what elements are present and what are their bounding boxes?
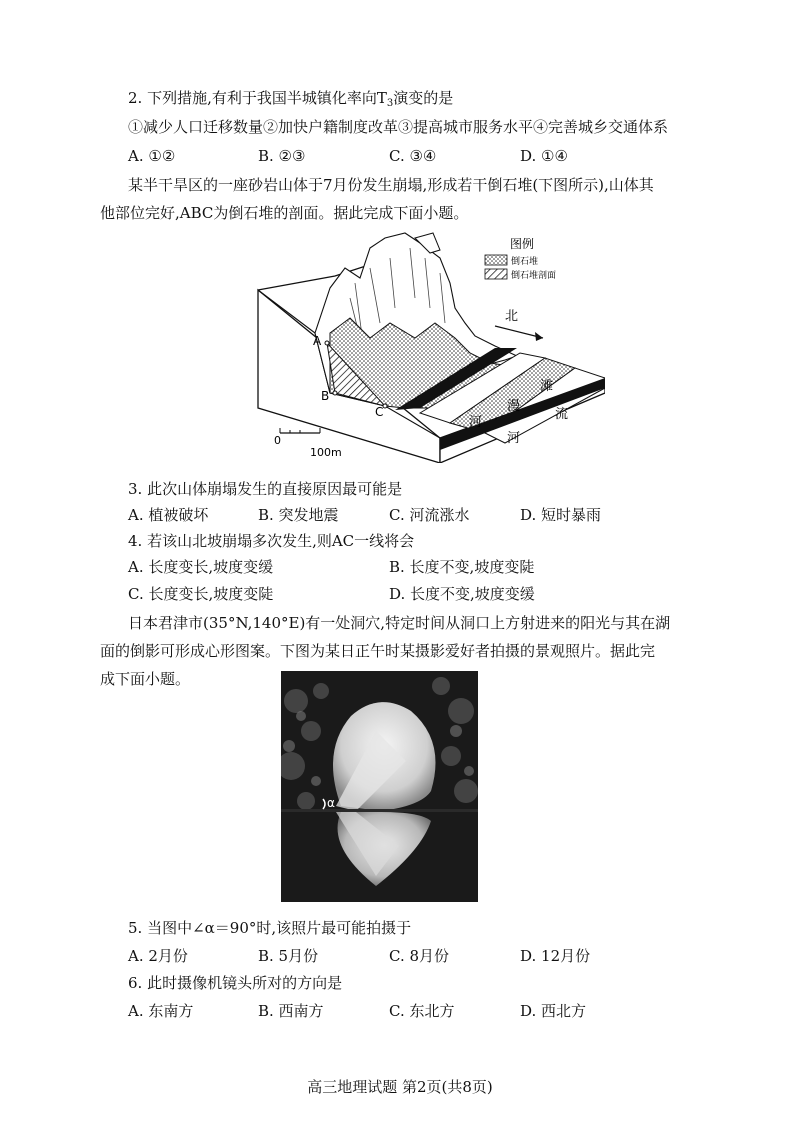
- q3-option-c: C. 河流涨水: [389, 506, 470, 524]
- legend-item-talus: 倒石堆: [511, 257, 539, 267]
- label-floodplain-2: 滩: [540, 379, 554, 394]
- label-river-1: 河: [469, 415, 483, 430]
- north-label: 北: [505, 309, 519, 324]
- q5-option-b: B. 5月份: [258, 947, 319, 965]
- q2-stem-tail: 演变的是: [393, 89, 454, 107]
- q6-stem: 6. 此时摄像机镜头所对的方向是: [128, 974, 343, 992]
- label-floodplain-1: 漫: [507, 399, 521, 414]
- q2-option-a: A. ①②: [128, 147, 176, 165]
- q2-stem-text: 2. 下列措施,有利于我国半城镇化率向T: [128, 89, 387, 107]
- cave-photo: [281, 671, 478, 902]
- q5-option-d: D. 12月份: [520, 947, 591, 965]
- q4-stem: 4. 若该山北坡崩塌多次发生,则AC一线将会: [128, 532, 415, 550]
- q2-stem-subscript: 3: [386, 98, 394, 109]
- q4-option-d: D. 长度不变,坡度变缓: [389, 585, 535, 603]
- angle-label: α: [327, 796, 335, 810]
- point-a-label: A: [313, 334, 322, 348]
- scale-label: 100m: [310, 446, 342, 459]
- collapse-diagram: [255, 228, 605, 463]
- label-river-flow: 流: [555, 407, 569, 422]
- q2-option-d: D. ①④: [520, 147, 568, 165]
- q6-option-d: D. 西北方: [520, 1002, 587, 1020]
- q3-option-d: D. 短时暴雨: [520, 506, 602, 524]
- q2-stem: [128, 87, 453, 115]
- q5-option-a: A. 2月份: [128, 947, 188, 965]
- q4-option-b: B. 长度不变,坡度变陡: [389, 558, 535, 576]
- page-footer: 高三地理试题 第2页(共8页): [307, 1078, 493, 1096]
- q3-option-b: B. 突发地震: [258, 506, 339, 524]
- q6-option-a: A. 东南方: [128, 1002, 194, 1020]
- q6-option-c: C. 东北方: [389, 1002, 455, 1020]
- intro1-line1: 某半干旱区的一座砂岩山体于7月份发生崩塌,形成若干倒石堆(下图所示),山体其: [128, 176, 654, 194]
- label-river-2: 河: [507, 431, 521, 446]
- point-c-label: C: [375, 405, 384, 419]
- q3-stem: 3. 此次山体崩塌发生的直接原因最可能是: [128, 480, 403, 498]
- q6-option-b: B. 西南方: [258, 1002, 324, 1020]
- q2-items: ①减少人口迁移数量②加快户籍制度改革③提高城市服务水平④完善城乡交通体系: [128, 118, 669, 136]
- q3-option-a: A. 植被破坏: [128, 506, 209, 524]
- q5-option-c: C. 8月份: [389, 947, 450, 965]
- scale-zero: 0: [274, 434, 281, 447]
- q2-option-b: B. ②③: [258, 147, 306, 165]
- intro1-line2: 他部位完好,ABC为倒石堆的剖面。据此完成下面小题。: [100, 204, 469, 222]
- intro2-line2: 面的倒影可形成心形图案。下图为某日正午时某摄影爱好者拍摄的景观照片。据此完: [100, 642, 656, 660]
- q4-option-c: C. 长度变长,坡度变陡: [128, 585, 274, 603]
- q4-option-a: A. 长度变长,坡度变缓: [128, 558, 274, 576]
- intro2-line1: 日本君津市(35°N,140°E)有一处洞穴,特定时间从洞口上方射进来的阳光与其在湖: [128, 614, 671, 632]
- intro2-line3: 成下面小题。: [100, 670, 191, 688]
- legend-title: 图例: [510, 237, 535, 251]
- q5-stem: 5. 当图中∠α＝90°时,该照片最可能拍摄于: [128, 919, 412, 937]
- point-b-label: B: [321, 389, 330, 403]
- q2-option-c: C. ③④: [389, 147, 437, 165]
- legend-item-section: 倒石堆剖面: [511, 271, 557, 281]
